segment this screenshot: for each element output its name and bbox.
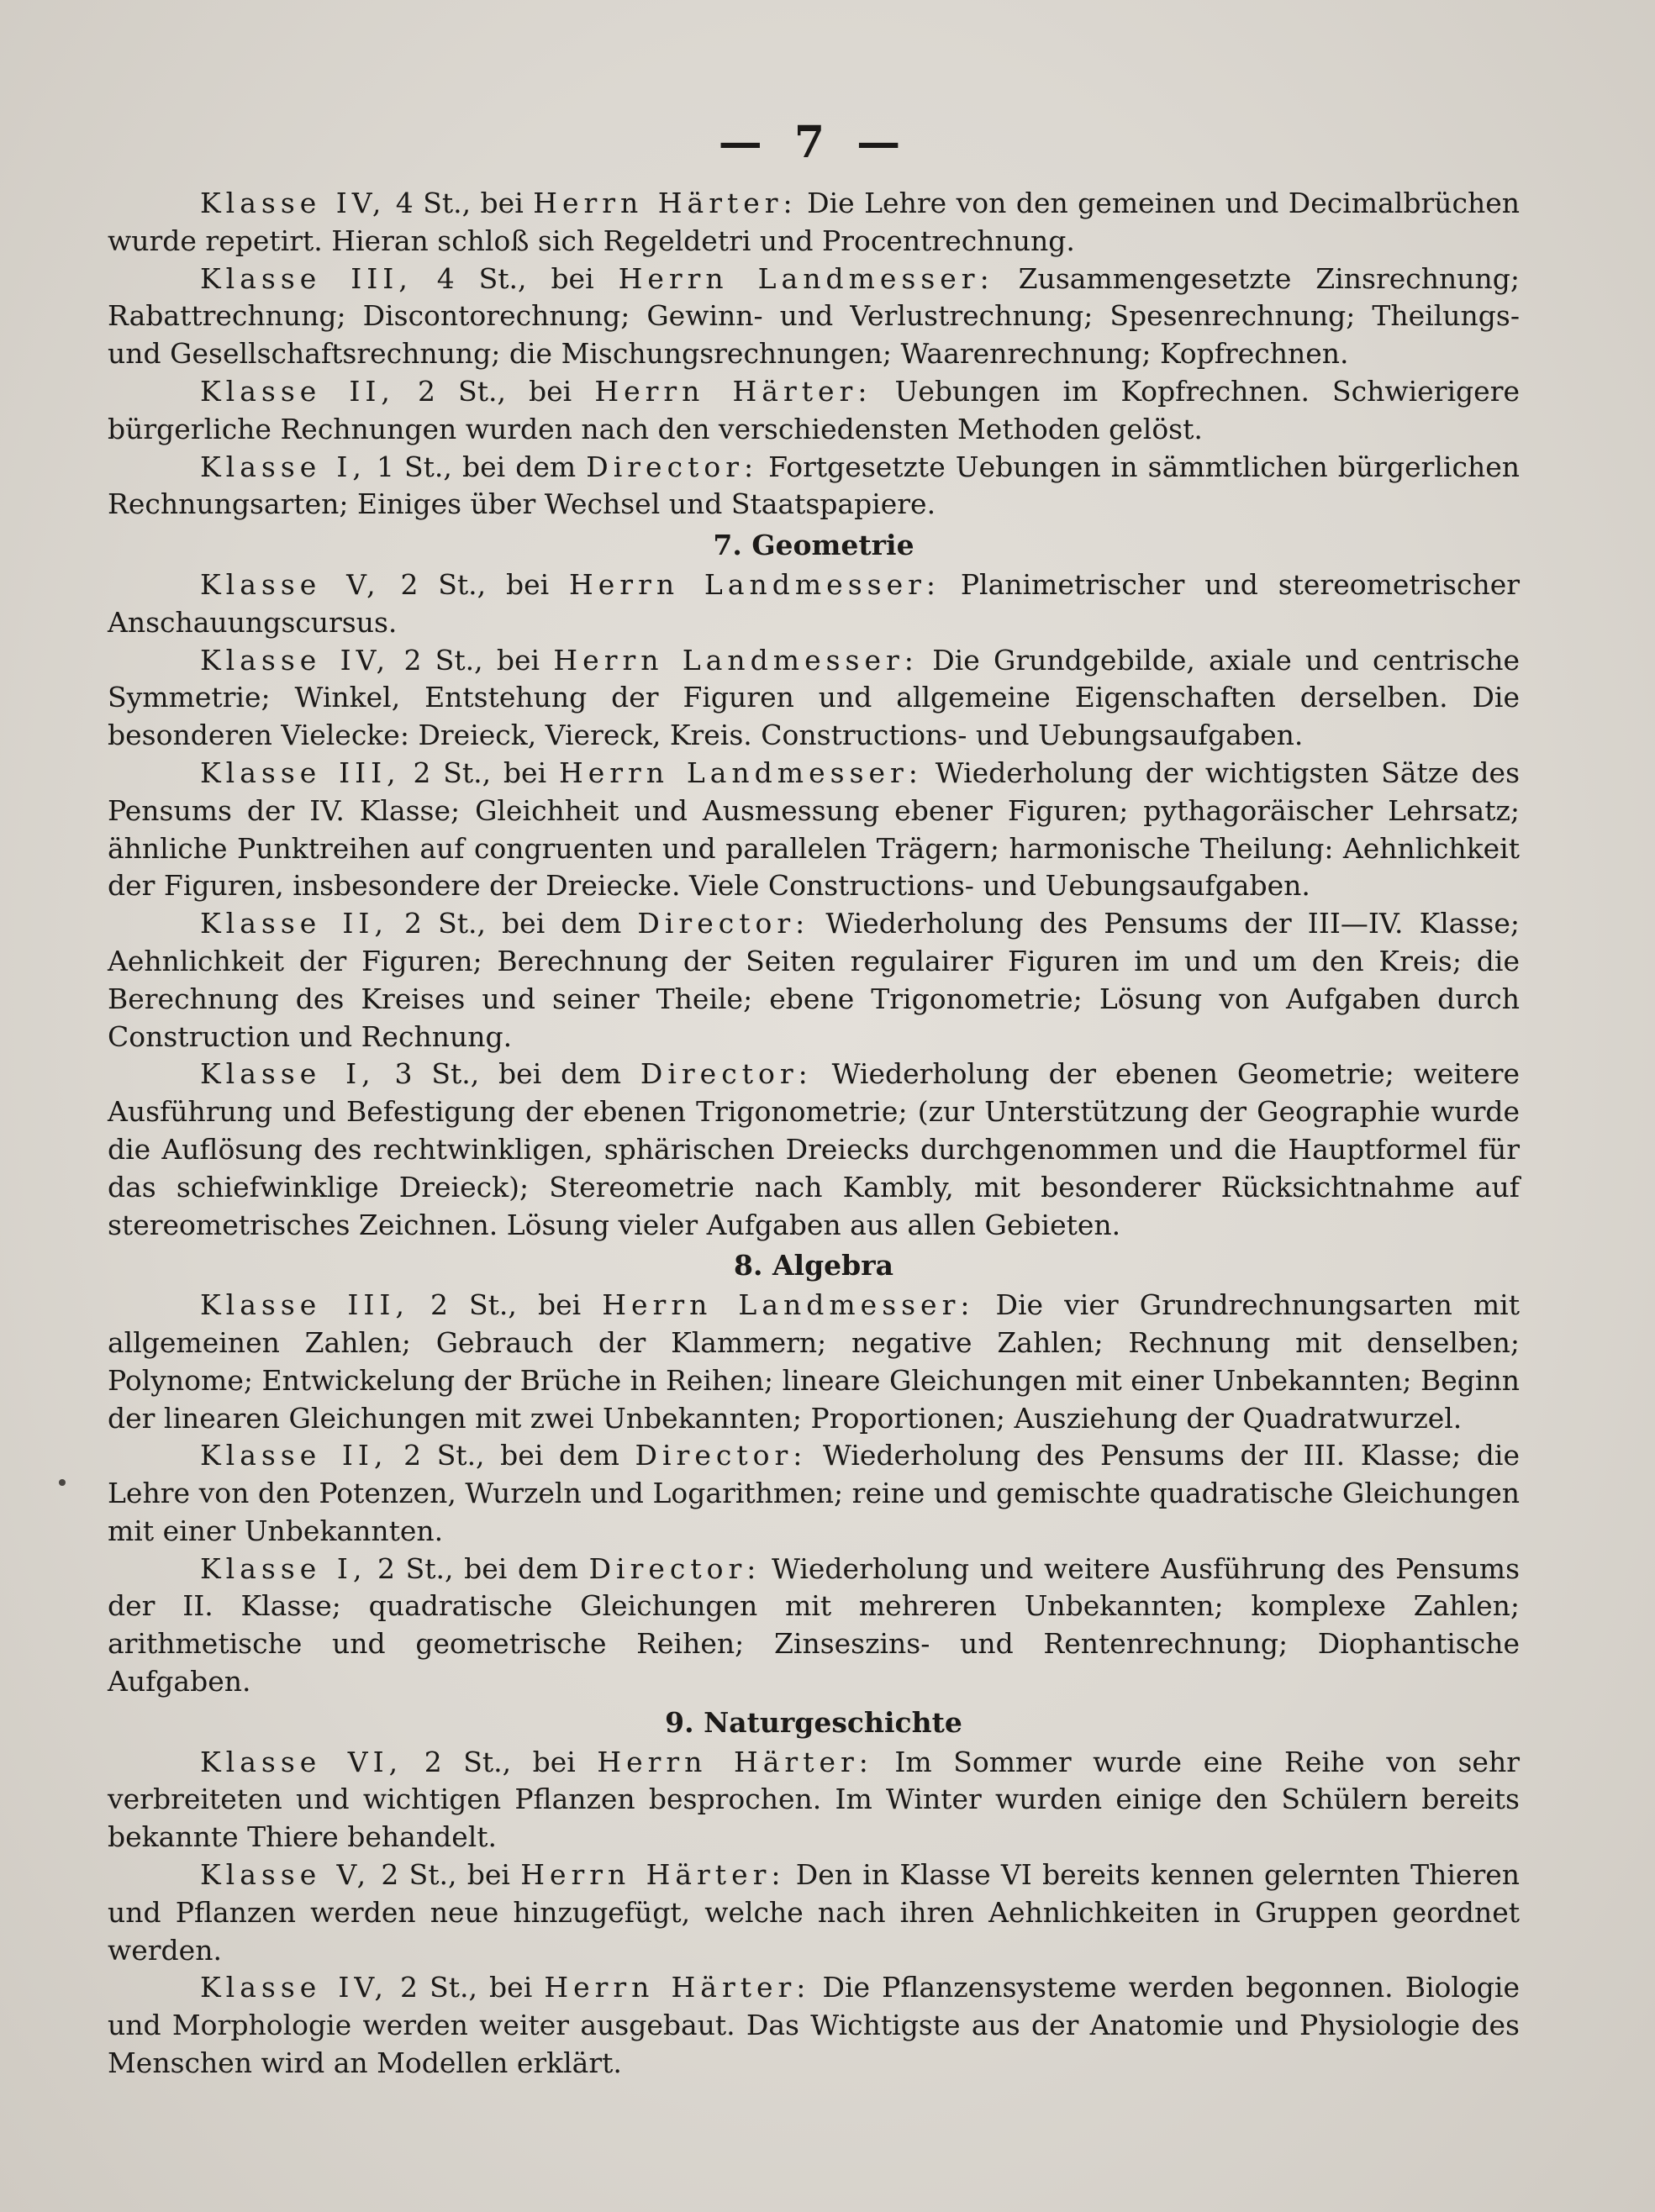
teacher-name: Herrn Härter: (520, 1858, 786, 1892)
class-paragraph (108, 755, 1520, 905)
hours-info: 2 St., bei (403, 1745, 598, 1778)
teacher-name: Herrn Härter: (594, 374, 872, 408)
hours-info: 2 St., bei (400, 756, 559, 789)
class-paragraph (108, 1287, 1520, 1437)
curriculum-text: Im Sommer wurde eine Reihe von sehr verbreiteten und wichtigen Pflanzen besprochen. Im Winter wurden einige den Schülern bereits bekannte Thiere behandelt. (108, 1745, 1520, 1854)
klasse-label: Klasse IV, (200, 1971, 388, 2004)
hours-info: 2 St., bei (390, 643, 554, 677)
curriculum-text: Die Lehre von den gemeinen und Decimalbrüchen wurde repetirt. Hieran schloß sich Regeldetri und Procentrechnung. (108, 187, 1520, 257)
teacher-name: Herrn Landmesser: (602, 1288, 975, 1322)
class-paragraph (108, 1437, 1520, 1550)
curriculum-text: Wiederholung der ebenen Geometrie; weitere Ausführung und Befestigung der ebenen Trigonometrie; (zur Unterstützung der Geographie wurde die Auflösung des rechtwinkligen, sphärischen Dreiecks durchgenommen und die Hauptformel für das schiefwinklige Dreieck); Stereometrie nach Kambly, mit besonderer Rücksichtnahme auf stereometrisches Zeichnen. Lösung vieler Aufgaben aus allen Gebieten. (108, 1057, 1520, 1241)
teacher-name: Herrn Härter: (544, 1971, 811, 2004)
curriculum-text: Fortgesetzte Uebungen in sämmtlichen bürgerlichen Rechnungsarten; Einiges über Wechsel und Staatspapiere. (108, 450, 1520, 521)
class-paragraph (108, 449, 1520, 524)
klasse-label: Klasse III, (200, 1288, 409, 1322)
hours-info: 2 St., bei dem (366, 1551, 589, 1585)
hours-info: 2 St., bei (408, 1288, 603, 1322)
teacher-name: Director: (640, 1057, 813, 1091)
hours-info: 4 St., bei (412, 261, 619, 295)
klasse-label: Klasse III, (200, 261, 413, 295)
class-paragraph (108, 566, 1520, 642)
klasse-label: Klasse III, (200, 756, 401, 789)
klasse-label: Klasse I, (200, 450, 366, 483)
class-paragraph (108, 1056, 1520, 1244)
class-paragraph (108, 905, 1520, 1056)
class-paragraph (108, 261, 1520, 373)
curriculum-text: Die Pflanzensysteme werden begonnen. Biologie und Morphologie werden weiter ausgebaut. Das Wichtigste aus der Anatomie und Physiologie des Menschen wird an Modellen erklärt. (108, 1971, 1520, 2080)
klasse-label: Klasse IV, (200, 643, 391, 677)
curriculum-text: Den in Klasse VI bereits kennen gelernten Thieren und Pflanzen werden neue hinzugefügt, welche nach ihren Aehnlichkeiten in Gruppen geordnet werden. (108, 1858, 1521, 1967)
section-heading: 9. Naturgeschichte (665, 1705, 962, 1739)
hours-info: 1 St., bei dem (366, 450, 587, 483)
hours-info: 4 St., bei (386, 187, 534, 219)
class-paragraph (108, 1744, 1520, 1856)
class-paragraph (108, 1856, 1520, 1969)
hours-info: 2 St., bei (380, 567, 569, 601)
hours-info: 2 St., bei (387, 1971, 545, 2004)
teacher-name: Director: (637, 907, 810, 940)
klasse-label: Klasse IV, (200, 187, 387, 219)
teacher-name: Director: (588, 1551, 762, 1585)
hours-info: 3 St., bei dem (375, 1057, 640, 1091)
hours-info: 2 St., bei dem (387, 1439, 635, 1472)
curriculum-text: Uebungen im Kopfrechnen. Schwierigere bürgerliche Rechnungen wurden nach den verschiedensten Methoden gelöst. (108, 374, 1520, 445)
page-content (108, 118, 1520, 2083)
class-paragraph (108, 185, 1520, 261)
teacher-name: Herrn Härter: (597, 1745, 873, 1778)
teacher-name: Director: (635, 1439, 808, 1472)
klasse-label: Klasse I, (200, 1057, 376, 1091)
curriculum-text: Wiederholung der wichtigsten Sätze des Pensums der IV. Klasse; Gleichheit und Ausmessung ebener Figuren; pythagoräischer Lehrsatz; ähnliche Punktreihen auf congruenten und parallelen Trägern; harmonische Theilung: Aehnlichkeit der Figuren, insbesondere der Dreiecke. Viele Constructions- und Uebungsaufgaben. (108, 756, 1521, 903)
curriculum-text: Wiederholung und weitere Ausführung des Pensums der II. Klasse; quadratische Gleichungen mit mehreren Unbekannten; komplexe Zahlen; arithmetische und geometrische Reihen; Zinseszins- und Rentenrechnung; Diophantische Aufgaben. (108, 1551, 1521, 1698)
text-blocks (108, 185, 1520, 2083)
curriculum-text: Die vier Grundrechnungsarten mit allgemeinen Zahlen; Gebrauch der Klammern; negative Zahlen; Rechnung mit denselben; Polynome; Entwickelung der Brüche in Reihen; lineare Gleichungen mit einer Unbekannten; Beginn der linearen Gleichungen mit zwei Unbekannten; Proportionen; Ausziehung der Quadratwurzel. (108, 1288, 1520, 1435)
klasse-label: Klasse II, (200, 907, 388, 940)
class-paragraph (108, 642, 1520, 755)
page-number: — 7 — (718, 117, 909, 168)
klasse-label: Klasse V, (200, 567, 381, 601)
klasse-label: Klasse II, (200, 374, 395, 408)
print-speck (59, 1479, 66, 1486)
section-heading: 7. Geometrie (713, 529, 914, 562)
curriculum-text: Die Grundgebilde, axiale und centrische Symmetrie; Winkel, Entstehung der Figuren und allgemeine Eigenschaften derselben. Die besonderen Vielecke: Dreieck, Viereck, Kreis. Constructions- und Uebungsaufgaben. (108, 643, 1521, 752)
hours-info: 2 St., bei (394, 374, 595, 408)
curriculum-text: Wiederholung des Pensums der III. Klasse; die Lehre von den Potenzen, Wurzeln und Logarithmen; reine und gemischte quadratische Gleichungen mit einer Unbekannten. (108, 1439, 1520, 1547)
klasse-label: Klasse I, (200, 1551, 367, 1585)
hours-info: 2 St., bei (371, 1858, 521, 1892)
klasse-label: Klasse II, (200, 1439, 388, 1472)
teacher-name: Herrn Landmesser: (553, 643, 919, 677)
teacher-name: Director: (586, 450, 759, 483)
klasse-label: Klasse VI, (200, 1745, 403, 1778)
curriculum-text: Wiederholung des Pensums der III—IV. Klasse; Aehnlichkeit der Figuren; Berechnung der Seiten regulairer Figuren im und um den Kreis; die Berechnung des Kreises und seiner Theile; ebene Trigonometrie; Lösung von Aufgaben durch Construction und Rechnung. (108, 907, 1520, 1053)
hours-info: 2 St., bei dem (387, 907, 638, 940)
teacher-name: Herrn Landmesser: (618, 261, 994, 295)
teacher-name: Herrn Härter: (533, 187, 798, 219)
teacher-name: Herrn Landmesser: (568, 567, 941, 601)
curriculum-text: Zusammengesetzte Zinsrechnung; Rabattrechnung; Discontorechnung; Gewinn- und Verlustrechnung; Spesenrechnung; Theilungs- und Gesellschaftsrechnung; die Mischungsrechnungen; Waarenrechnung; Kopfrechnen. (108, 261, 1520, 371)
class-paragraph (108, 1969, 1520, 2082)
class-paragraph (108, 1551, 1520, 1701)
class-paragraph (108, 373, 1520, 449)
section-heading: 8. Algebra (734, 1249, 893, 1282)
klasse-label: Klasse V, (200, 1858, 372, 1892)
curriculum-text: Planimetrischer und stereometrischer Anschauungscursus. (108, 567, 1520, 639)
teacher-name: Herrn Landmesser: (558, 756, 923, 789)
